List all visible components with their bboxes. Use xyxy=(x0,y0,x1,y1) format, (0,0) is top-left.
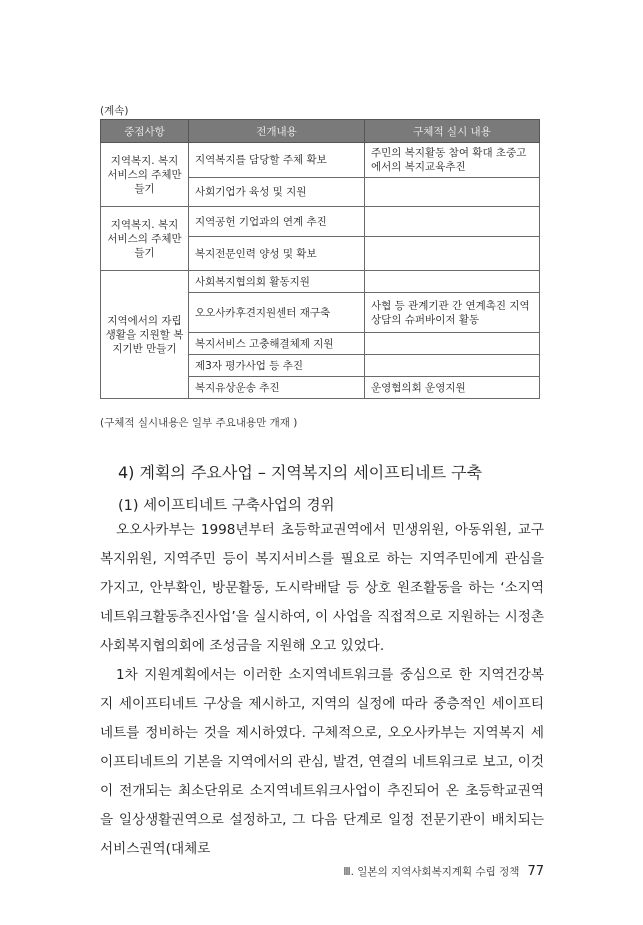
detail-cell: 사협 등 관계기관 간 연계촉진 지역상담의 슈퍼바이저 활동 xyxy=(365,293,540,333)
detail-cell xyxy=(365,333,540,355)
paragraph: 오오사카부는 1998년부터 초등학교권역에서 민생위원, 아동위원, 교구복지위원, 지역주민 등이 복지서비스를 필요로 하는 지역주민에게 관심을 가지고, 안부확인, 방문활동, 도시락배달 등 상호 원조활동을 하는 ‘소지역네트워크활동추진사업’을 실시하여, 이 사업을 직접적으로 지원하는 시정촌사회복지협의회에 조성금을 지원해 오고 있었다. xyxy=(100,522,544,654)
content-cell: 사회복지협의회 활동지원 xyxy=(189,271,365,293)
detail-cell: 운영협의회 운영지원 xyxy=(365,377,540,399)
content-cell: 복지서비스 고충해결체제 지원 xyxy=(189,333,365,355)
detail-cell xyxy=(365,237,540,271)
content-cell: 오오사카후견지원센터 재구축 xyxy=(189,293,365,333)
page-footer xyxy=(343,864,544,879)
detail-cell: 주민의 복지활동 참여 확대 초중고에서의 복지교육추진 xyxy=(365,143,540,178)
content-cell: 지역복지를 담당할 주체 확보 xyxy=(189,143,365,178)
section-heading: 4) 계획의 주요사업 – 지역복지의 세이프티네트 구축 xyxy=(118,463,483,482)
content-cell: 복지전문인력 양성 및 확보 xyxy=(189,237,365,271)
page-number: 77 xyxy=(527,864,544,879)
subsection-heading: (1) 세이프티네트 구축사업의 경위 xyxy=(118,498,335,514)
header-focus: 중점사항 xyxy=(101,120,189,143)
table-header-row xyxy=(101,120,540,143)
detail-cell xyxy=(365,271,540,293)
table-row xyxy=(101,207,540,237)
header-detail: 구체적 실시 내용 xyxy=(365,120,540,143)
content-cell: 복지유상운송 추진 xyxy=(189,377,365,399)
header-content: 전개내용 xyxy=(189,120,365,143)
category-cell: 지역에서의 자립생활을 지원할 복지기반 만들기 xyxy=(101,271,189,399)
chapter-title: Ⅲ. 일본의 지역사회복지계획 수립 정책 xyxy=(343,866,520,878)
body-text xyxy=(100,516,544,864)
paragraph: 1차 지원계획에서는 이러한 소지역네트워크를 중심으로 한 지역건강복지 세이프티네트 구상을 제시하고, 지역의 실정에 따라 중층적인 세이프티네트를 정비하는 것을 제시하였다. 구체적으로, 오오사카부는 지역복지 세이프티네트의 기본을 지역에서의 관심, 발견, 연결의 네트워크로 보고, 이것이 전개되는 최소단위로 소지역네트워크사업이 추진되어 온 초등학교권역을 일상생활권역으로 설정하고, 그 다음 단계로 일정 전문기관이 배치되는 서비스권역(대체로 xyxy=(100,667,544,857)
content-cell: 지역공헌 기업과의 연계 추진 xyxy=(189,207,365,237)
content-cell: 제3자 평가사업 등 추진 xyxy=(189,355,365,377)
detail-cell xyxy=(365,178,540,207)
category-cell: 지역복지. 복지 서비스의 주체만들기 xyxy=(101,207,189,271)
table-note: (구체적 실시내용은 일부 주요내용만 개재 ) xyxy=(100,417,298,429)
detail-cell xyxy=(365,355,540,377)
table-row xyxy=(101,271,540,293)
category-cell: 지역복지. 복지 서비스의 주체만들기 xyxy=(101,143,189,207)
detail-cell xyxy=(365,207,540,237)
program-table xyxy=(100,119,540,399)
content-cell: 사회기업가 육성 및 지원 xyxy=(189,178,365,207)
table-row xyxy=(101,143,540,178)
continued-label: (계속) xyxy=(100,105,129,117)
